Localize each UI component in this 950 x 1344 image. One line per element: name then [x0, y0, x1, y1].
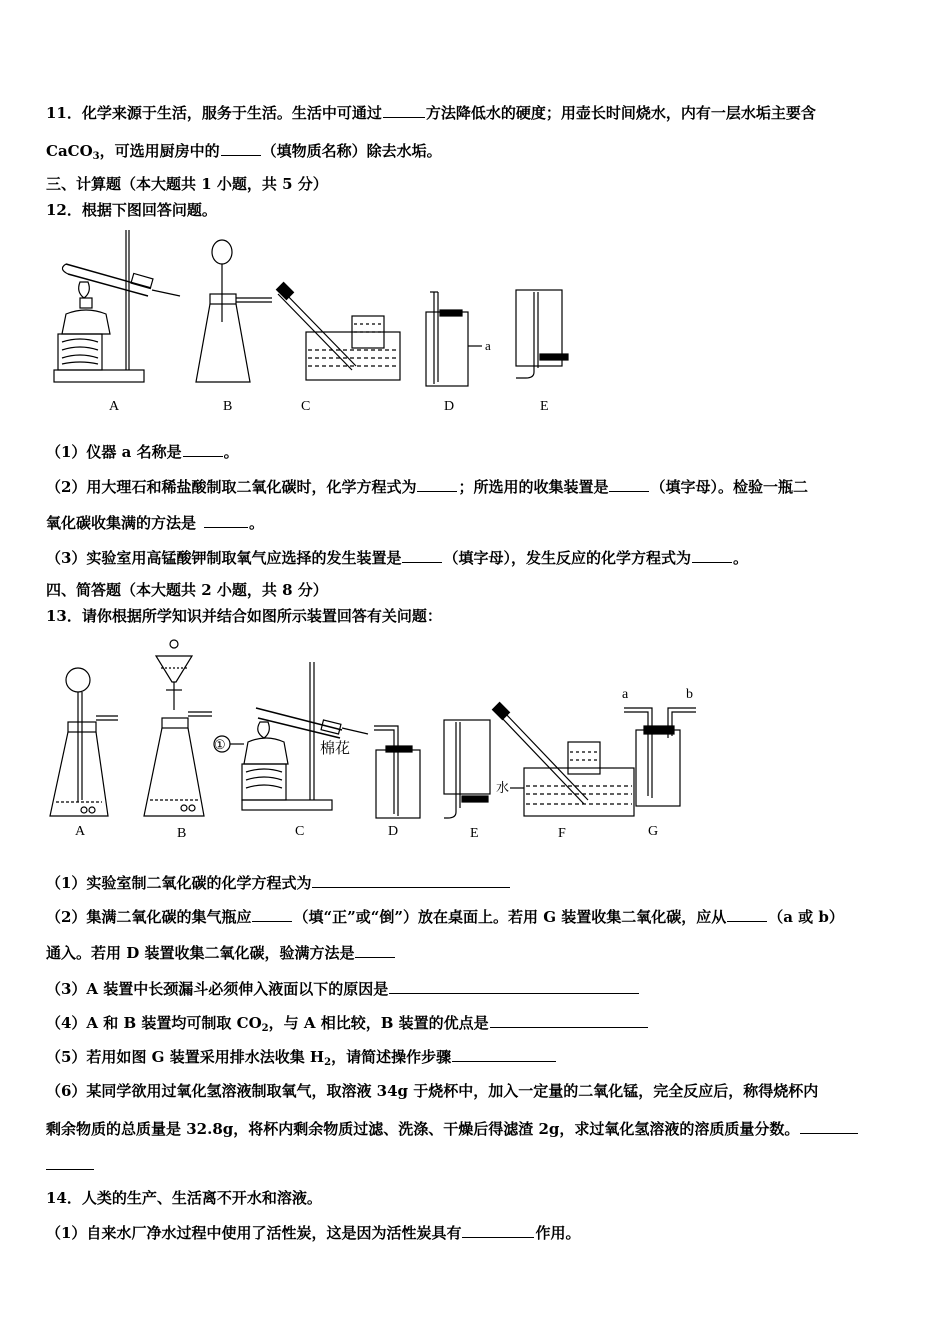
q13-part-5: （5）若用如图 G 装置采用排水法收集 $H_2$，请简述操作步骤	[46, 1046, 557, 1073]
answer-blank[interactable]	[609, 476, 649, 492]
answer-blank[interactable]	[727, 906, 767, 922]
q12-part-2: （2）用大理石和稀盐酸制取二氧化碳时，化学方程式为 ；所选用的收集装置是 （填字母）。检验一瓶二	[46, 478, 808, 496]
q13-part-6: （6）某同学欲用过氧化氢溶液制取氧气，取溶液 34g 于烧杯中，加入一定量的二氧化锰，完全反应后，称得烧杯内	[46, 1082, 819, 1100]
q13-part-3: （3）A 装置中长颈漏斗必须伸入液面以下的原因是	[46, 978, 640, 999]
stand-base	[54, 370, 144, 382]
fig-label: E	[540, 399, 549, 414]
q13-apparatus-figure	[46, 632, 716, 842]
answer-blank[interactable]	[417, 476, 457, 492]
port-a-label: a	[622, 687, 629, 702]
answer-blank[interactable]	[204, 512, 248, 528]
circle-one-label: ①	[214, 737, 226, 752]
answer-blank[interactable]	[383, 102, 425, 118]
q12-title: 12．根据下图回答问题。	[46, 201, 217, 219]
fig-label: G	[648, 824, 659, 839]
q11-line-1: 11．化学来源于生活，服务于生活。生活中可通过 方法降低水的硬度；用壶长时间烧水，内有一层水垢主要含	[46, 104, 816, 122]
q12-part-1: （1）仪器 a 名称是 。	[46, 443, 239, 461]
fig-label: B	[223, 399, 233, 414]
fig-label: E	[470, 826, 479, 841]
answer-blank[interactable]	[389, 978, 639, 994]
section-3-heading: 三、计算题（本大题共 1 小题，共 5 分）	[46, 175, 328, 193]
section-4-heading: 四、简答题（本大题共 2 小题，共 8 分）	[46, 581, 328, 599]
port-b-label: b	[686, 687, 693, 702]
instrument-a-label: a	[485, 338, 491, 353]
q12-part-3: （3）实验室用高锰酸钾制取氧气应选择的发生装置是 （填字母），发生反应的化学方程式为 。	[46, 549, 748, 567]
fig-label: A	[75, 824, 86, 839]
water-label: 水	[496, 780, 510, 795]
answer-blank[interactable]	[312, 872, 510, 888]
answer-blank[interactable]	[452, 1046, 556, 1062]
answer-blank[interactable]	[355, 942, 395, 958]
fig-label: B	[177, 826, 187, 841]
answer-blank[interactable]	[46, 1154, 94, 1170]
answer-blank[interactable]	[462, 1222, 534, 1238]
fig-label: F	[558, 826, 566, 841]
q13-title: 13．请你根据所学知识并结合如图所示装置回答有关问题：	[46, 607, 442, 625]
q13-part-6-cont: 剩余物质的总质量是 32.8g，将杯内剩余物质过滤、洗涤、干燥后得滤渣 2g，求过氧化氢溶液的溶质质量分数。	[46, 1118, 859, 1139]
q13-part-6-cont2	[46, 1154, 94, 1175]
fig-label: C	[301, 399, 311, 414]
answer-blank[interactable]	[402, 547, 442, 563]
answer-blank[interactable]	[183, 441, 223, 457]
answer-blank[interactable]	[800, 1118, 858, 1134]
answer-blank[interactable]	[490, 1012, 648, 1028]
cotton-label: 棉花	[320, 741, 351, 757]
q13-part-4: （4）A 和 B 装置均可制取 $CO_2$，与 A 相比较，B 装置的优点是	[46, 1012, 649, 1039]
fig-label: D	[444, 399, 455, 414]
fig-label: D	[388, 824, 399, 839]
answer-blank[interactable]	[252, 906, 292, 922]
answer-blank[interactable]	[692, 547, 732, 563]
q14-title: 14．人类的生产、生活离不开水和溶液。	[46, 1189, 322, 1207]
q11-line-2: CaCO$_3$，可选用厨房中的 （填物质名称）除去水垢。	[46, 142, 442, 162]
q12-part-2-cont: 氧化碳收集满的方法是 。	[46, 514, 265, 532]
q13-part-1: （1）实验室制二氧化碳的化学方程式为	[46, 872, 511, 893]
fig-label: C	[295, 824, 305, 839]
q12-apparatus-figure	[46, 222, 586, 422]
q13-part-2-cont: 通入。若用 D 装置收集二氧化碳，验满方法是	[46, 942, 396, 963]
q14-part-1: （1）自来水厂净水过程中使用了活性炭，这是因为活性炭具有 作用。	[46, 1224, 581, 1242]
fig-label: A	[109, 399, 120, 414]
q13-part-2: （2）集满二氧化碳的集气瓶应 （填“正”或“倒”）放在桌面上。若用 G 装置收集二氧化碳，应从 （a 或 b）	[46, 908, 844, 926]
answer-blank[interactable]	[221, 140, 261, 156]
